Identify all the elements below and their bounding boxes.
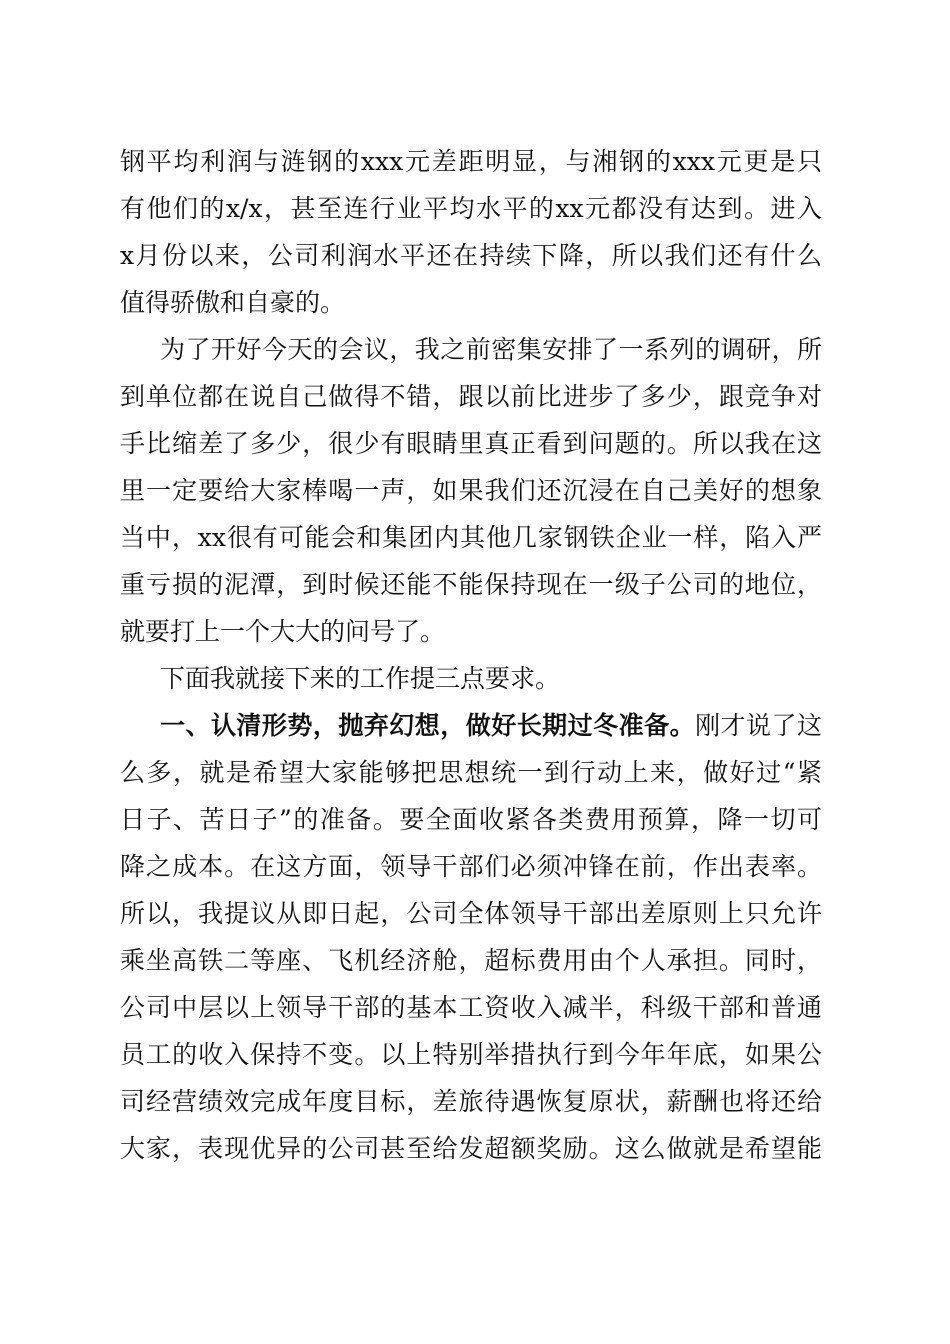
document-page [120,138,822,1172]
text-line: 里一定要给大家棒喝一声，如果我们还沉浸在自己美好的想象 [120,476,822,505]
text-line: 为了开好今天的会议，我之前密集安排了一系列的调研，所 [160,335,822,364]
text-line: 所以，我提议从即日起，公司全体领导干部出差原则上只允许 [120,899,822,928]
text-line: 下面我就接下来的工作提三点要求。 [160,664,561,693]
text-line: 大家，表现优异的公司甚至给发超额奖励。这么做就是希望能 [120,1134,822,1163]
text-line: 降之成本。在这方面，领导干部们必须冲锋在前，作出表率。 [120,852,822,881]
text-line: 值得骄傲和自豪的。 [120,288,346,317]
text-line: 钢平均利润与涟钢的xxx元差距明显，与湘钢的xxx元更是只 [120,147,822,176]
text-line: 就要打上一个大大的问号了。 [120,617,446,646]
text-line: 手比缩差了多少，很少有眼睛里真正看到问题的。所以我在这 [120,429,822,458]
text-line: 司经营绩效完成年度目标，差旅待遇恢复原状，薪酬也将还给 [120,1087,822,1116]
text-line: x月份以来，公司利润水平还在持续下降，所以我们还有什么 [120,241,822,270]
heading-line-rest: 刚才说了这 [695,711,822,740]
paragraph-2 [120,326,822,655]
text-line: 么多，就是希望大家能够把思想统一到行动上来，做好过“紧 [120,758,822,787]
paragraph-1 [120,138,822,326]
text-line: 公司中层以上领导干部的基本工资收入减半，科级干部和普通 [120,993,822,1022]
text-line: 有他们的x/x，甚至连行业平均水平的xx元都没有达到。进入 [120,194,822,223]
text-line: 乘坐高铁二等座、飞机经济舱，超标费用由个人承担。同时， [120,946,822,975]
paragraph-4 [120,702,822,1172]
section-heading: 一、认清形势，抛弃幻想，做好长期过冬准备。 [160,711,696,740]
heading-line [120,702,822,749]
text-line: 到单位都在说自己做得不错，跟以前比进步了多少，跟竞争对 [120,382,822,411]
paragraph-3 [120,655,822,702]
text-line: 重亏损的泥潭，到时候还能不能保持现在一级子公司的地位， [120,570,822,599]
text-line: 员工的收入保持不变。以上特别举措执行到今年年底，如果公 [120,1040,822,1069]
text-line: 当中，xx很有可能会和集团内其他几家钢铁企业一样，陷入严 [120,523,822,552]
text-line: 日子、苦日子”的准备。要全面收紧各类费用预算，降一切可 [120,805,822,834]
